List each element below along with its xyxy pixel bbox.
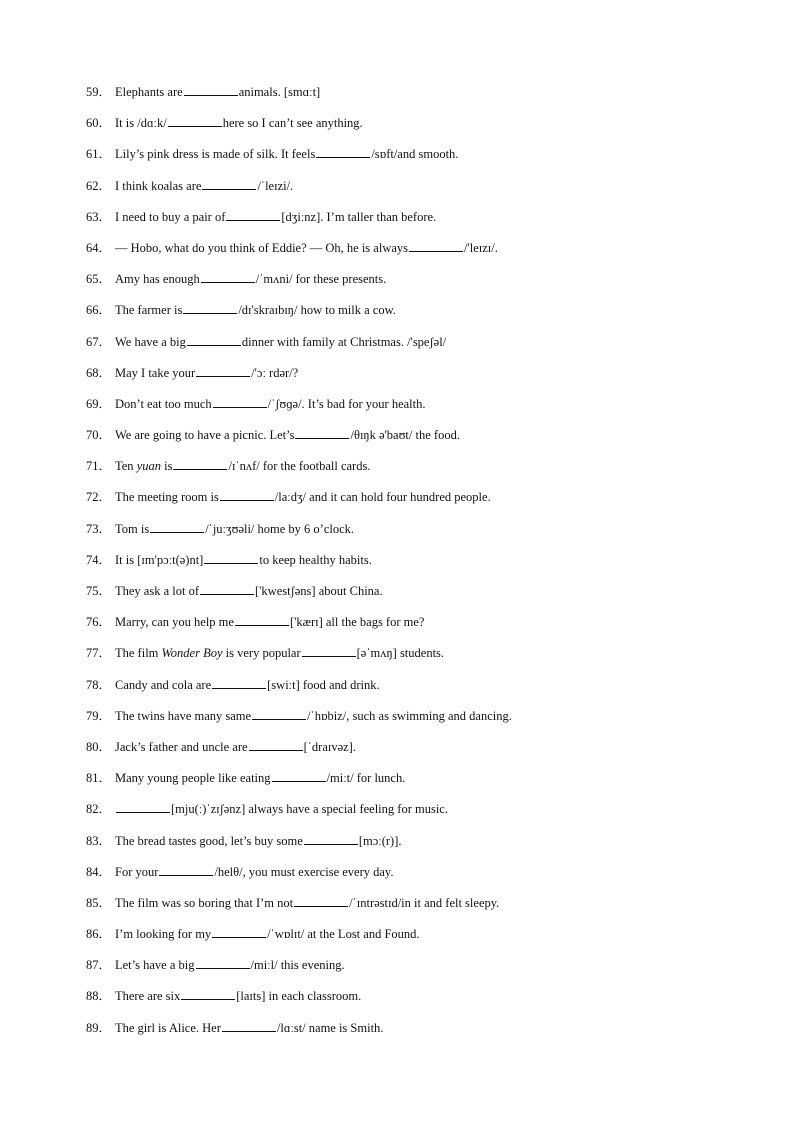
question-text: /miːt/ for lunch.	[326, 771, 406, 786]
question-text: [mɔː(r)].	[358, 833, 402, 848]
question-text: The bread tastes good, let’s buy some	[115, 833, 303, 848]
question-number: 83．	[86, 833, 112, 848]
question-text: /ˈwɒlɪt/ at the Lost and Found.	[267, 927, 420, 942]
question-text: is very popular	[222, 646, 301, 661]
question-text: /dɪ'skraɪbɪŋ/ how to milk a cow.	[238, 303, 396, 318]
question-text: It is [ɪm'pɔːt(ə)nt]	[115, 552, 204, 567]
question-text: I need to buy a pair of	[115, 209, 226, 224]
question-text: The farmer is	[115, 303, 183, 318]
question-number: 70．	[86, 428, 112, 443]
question-item	[86, 519, 512, 550]
answer-blank[interactable]	[201, 270, 255, 283]
answer-blank[interactable]	[304, 832, 358, 845]
answer-blank[interactable]	[183, 301, 237, 314]
question-text: May I take your	[115, 365, 196, 380]
question-item	[86, 955, 512, 986]
answer-blank[interactable]	[212, 676, 266, 689]
question-text: /ˈʃʊɡə/. It’s bad for your health.	[267, 396, 426, 411]
question-item	[86, 269, 512, 300]
question-item	[86, 82, 512, 113]
question-text: For your	[115, 864, 159, 879]
question-text: [ˈdraɪvəz].	[303, 739, 356, 754]
question-text: /miːl/ this evening.	[250, 958, 345, 973]
question-number: 75．	[86, 584, 112, 598]
question-number: 87．	[86, 958, 112, 973]
question-number: 71．	[86, 459, 112, 474]
question-item	[86, 612, 512, 643]
question-item	[86, 643, 512, 674]
question-text: We are going to have a picnic. Let’s	[115, 428, 295, 443]
answer-blank[interactable]	[181, 987, 235, 1000]
answer-blank[interactable]	[159, 863, 213, 876]
question-text: The twins have many same	[115, 708, 252, 723]
question-item	[86, 706, 512, 737]
question-text: The meeting room is	[115, 490, 219, 505]
question-number: 74．	[86, 552, 112, 567]
question-item	[86, 1018, 512, 1049]
answer-blank[interactable]	[196, 956, 250, 969]
question-number: 68．	[86, 365, 112, 380]
question-number: 69．	[86, 396, 112, 411]
answer-blank[interactable]	[202, 177, 256, 190]
question-number: 88．	[86, 989, 112, 1004]
question-item	[86, 893, 512, 924]
question-number: 79．	[86, 708, 112, 723]
question-number: 61．	[86, 147, 112, 162]
question-item	[86, 986, 512, 1017]
question-item	[86, 550, 512, 581]
answer-blank[interactable]	[235, 613, 289, 626]
answer-blank[interactable]	[409, 239, 463, 252]
answer-blank[interactable]	[222, 1019, 276, 1032]
question-text: [laɪts] in each classroom.	[236, 989, 362, 1004]
question-number: 84．	[86, 864, 112, 879]
question-text: We have a big	[115, 334, 186, 349]
question-item	[86, 113, 512, 144]
answer-blank[interactable]	[187, 333, 241, 346]
question-text: /ˈmʌni/ for these presents.	[255, 272, 387, 287]
question-list	[86, 82, 512, 1049]
question-text: Amy has enough	[115, 272, 200, 287]
question-text: Tom is	[115, 521, 150, 536]
answer-blank[interactable]	[168, 114, 222, 127]
question-item	[86, 363, 512, 394]
question-text: Lily’s pink dress is made of silk. It feels	[115, 147, 316, 162]
question-text: is	[161, 459, 173, 474]
question-number: 60．	[86, 116, 112, 131]
question-text: They ask a lot of	[115, 584, 200, 598]
answer-blank[interactable]	[212, 925, 266, 938]
question-text: here so I can’t see anything.	[222, 116, 363, 131]
question-item	[86, 581, 512, 612]
question-number: 80．	[86, 739, 112, 754]
question-text: [swiːt] food and drink.	[267, 677, 380, 692]
answer-blank[interactable]	[173, 457, 227, 470]
answer-blank[interactable]	[295, 426, 349, 439]
question-text: /ˈɪntrəstɪd/in it and felt sleepy.	[349, 895, 500, 910]
question-number: 86．	[86, 927, 112, 942]
question-text: /helθ/, you must exercise every day.	[214, 864, 394, 879]
answer-blank[interactable]	[204, 551, 258, 564]
question-text: yuan	[136, 459, 161, 474]
question-number: 76．	[86, 615, 112, 630]
question-text: Ten	[115, 459, 137, 474]
question-text: animals. [smɑːt]	[238, 85, 321, 99]
question-text: [əˈmʌŋ] students.	[356, 646, 445, 661]
question-text: The film was so boring that I’m not	[115, 895, 294, 910]
answer-blank[interactable]	[252, 707, 306, 720]
question-number: 72．	[86, 490, 112, 505]
question-number: 65．	[86, 272, 112, 287]
question-text: I’m looking for my	[115, 927, 212, 942]
question-item	[86, 737, 512, 768]
question-text: It is /dɑːk/	[115, 116, 167, 131]
question-number: 67．	[86, 334, 112, 349]
question-item	[86, 768, 512, 799]
question-number: 63．	[86, 209, 112, 224]
question-number: 66．	[86, 303, 112, 318]
question-text: Jack’s father and uncle are	[115, 739, 248, 754]
question-text: /'ɔː rdər/?	[251, 365, 299, 380]
question-text: /ˈleɪzi/.	[257, 178, 294, 193]
question-text: to keep healthy habits.	[259, 552, 372, 567]
question-item	[86, 831, 512, 862]
question-text: [dʒiːnz]. I’m taller than before.	[281, 209, 437, 224]
answer-blank[interactable]	[200, 582, 254, 595]
question-number: 62．	[86, 178, 112, 193]
question-item	[86, 456, 512, 487]
answer-blank[interactable]	[116, 800, 170, 813]
answer-blank[interactable]	[213, 395, 267, 408]
question-text: Let’s have a big	[115, 958, 195, 973]
question-item	[86, 924, 512, 955]
question-text: Wonder Boy	[161, 646, 223, 661]
question-text: /θɪŋk ə'baʊt/ the food.	[350, 428, 460, 443]
answer-blank[interactable]	[249, 738, 303, 751]
answer-blank[interactable]	[226, 208, 280, 221]
question-text: /'leɪzɪ/.	[464, 240, 498, 255]
question-text: /sɒft/and smooth.	[371, 147, 459, 162]
question-text: /laːdʒ/ and it can hold four hundred people.	[274, 490, 491, 505]
question-item	[86, 799, 512, 830]
question-text: — Hobo, what do you think of Eddie? — Oh, he is always	[115, 240, 409, 255]
question-number: 82．	[86, 802, 112, 817]
answer-blank[interactable]	[220, 488, 274, 501]
question-text: /ˈhɒbiz/, such as swimming and dancing.	[307, 708, 512, 723]
question-item	[86, 300, 512, 331]
question-text: Elephants are	[115, 85, 183, 99]
question-item	[86, 862, 512, 893]
answer-blank[interactable]	[316, 145, 370, 158]
question-text: /ˈjuːʒʊəli/ home by 6 o’clock.	[205, 521, 355, 536]
answer-blank[interactable]	[150, 520, 204, 533]
question-text: dinner with family at Christmas. /'speʃəl/	[241, 334, 447, 349]
question-item	[86, 176, 512, 207]
question-text: The film	[115, 646, 162, 661]
question-text: Don’t eat too much	[115, 396, 212, 411]
question-text: /ɪˈnʌf/ for the football cards.	[228, 459, 371, 474]
question-text: ['kwestʃəns] about China.	[255, 584, 383, 598]
question-item	[86, 207, 512, 238]
question-text: The girl is Alice. Her	[115, 1020, 221, 1035]
answer-blank[interactable]	[272, 769, 326, 782]
question-number: 85．	[86, 895, 112, 910]
answer-blank[interactable]	[302, 644, 356, 657]
question-number: 89．	[86, 1020, 112, 1035]
question-number: 73．	[86, 521, 112, 536]
question-item	[86, 425, 512, 456]
question-text: [mju(ː)ˈzɪʃənz] always have a special feeling for music.	[171, 802, 448, 817]
question-item	[86, 332, 512, 363]
answer-blank[interactable]	[184, 83, 238, 96]
question-text: Marry, can you help me	[115, 615, 234, 630]
question-text: ['kærɪ] all the bags for me?	[289, 615, 425, 630]
question-item	[86, 394, 512, 425]
question-number: 64．	[86, 240, 112, 255]
question-text: Many young people like eating	[115, 771, 271, 786]
question-text: Candy and cola are	[115, 677, 212, 692]
question-item	[86, 238, 512, 269]
answer-blank[interactable]	[294, 894, 348, 907]
question-number: 77．	[86, 646, 112, 661]
question-text: /lɑːst/ name is Smith.	[276, 1020, 384, 1035]
question-number: 81．	[86, 771, 112, 786]
question-item	[86, 144, 512, 175]
answer-blank[interactable]	[196, 364, 250, 377]
question-item	[86, 675, 512, 706]
question-text: I think koalas are	[115, 178, 202, 193]
question-number: 59．	[86, 85, 112, 99]
question-text: There are six	[115, 989, 181, 1004]
question-item	[86, 487, 512, 518]
question-number: 78．	[86, 677, 112, 692]
